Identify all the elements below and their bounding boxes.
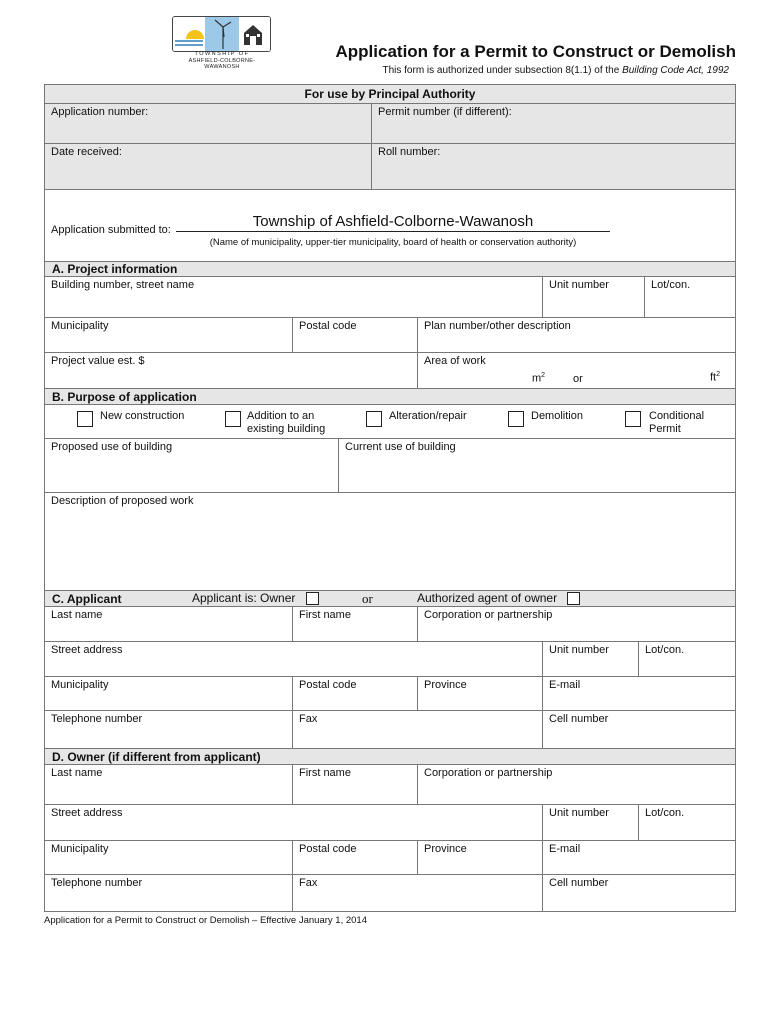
addition-checkbox[interactable] bbox=[225, 411, 241, 427]
roll-number-field[interactable]: Roll number: bbox=[371, 143, 736, 190]
applicant-last-name[interactable]: Last name bbox=[44, 606, 293, 642]
section-c-heading: C. Applicant bbox=[44, 590, 736, 607]
applicant-first-name[interactable]: First name bbox=[292, 606, 418, 642]
logo-caption: TOWNSHIP OF ASHFIELD-COLBORNE-WAWANOSH bbox=[188, 51, 256, 70]
applicant-postal-code[interactable]: Postal code bbox=[292, 676, 418, 711]
conditional-permit-checkbox[interactable] bbox=[625, 411, 641, 427]
alteration-checkbox[interactable] bbox=[366, 411, 382, 427]
applicant-lot-con[interactable]: Lot/con. bbox=[638, 641, 736, 677]
applicant-telephone[interactable]: Telephone number bbox=[44, 710, 293, 749]
section-b-heading: B. Purpose of application bbox=[44, 388, 736, 405]
description-field[interactable]: Description of proposed work bbox=[44, 492, 736, 591]
new-construction-label: New construction bbox=[100, 410, 185, 422]
date-received-field[interactable]: Date received: bbox=[44, 143, 372, 190]
owner-telephone[interactable]: Telephone number bbox=[44, 874, 293, 912]
conditional-permit-label: Conditional Permit bbox=[649, 410, 705, 435]
owner-last-name[interactable]: Last name bbox=[44, 764, 293, 805]
applicant-street-address[interactable]: Street address bbox=[44, 641, 543, 677]
township-logo bbox=[172, 16, 271, 52]
unit-number-field[interactable]: Unit number bbox=[542, 276, 645, 318]
permit-number-field[interactable]: Permit number (if different): bbox=[371, 103, 736, 144]
form-title: Application for a Permit to Construct or Demolish bbox=[335, 42, 736, 61]
demolition-checkbox[interactable] bbox=[508, 411, 524, 427]
owner-email[interactable]: E-mail bbox=[542, 840, 736, 875]
alteration-label: Alteration/repair bbox=[389, 410, 467, 422]
addition-label: Addition to an existing building bbox=[247, 410, 326, 435]
owner-province[interactable]: Province bbox=[417, 840, 543, 875]
owner-postal-code[interactable]: Postal code bbox=[292, 840, 418, 875]
proposed-use-field[interactable]: Proposed use of building bbox=[44, 438, 339, 493]
demolition-label: Demolition bbox=[531, 410, 583, 422]
postal-code-field[interactable]: Postal code bbox=[292, 317, 418, 353]
owner-unit-number[interactable]: Unit number bbox=[542, 804, 639, 841]
submitted-to-hint: (Name of municipality, upper-tier municipality, board of health or conservation authority) bbox=[209, 237, 577, 248]
form-footer: Application for a Permit to Construct or Demolish – Effective January 1, 2014 bbox=[44, 915, 367, 926]
submitted-to-label: Application submitted to: bbox=[51, 224, 171, 236]
owner-street-address[interactable]: Street address bbox=[44, 804, 543, 841]
lot-con-field[interactable]: Lot/con. bbox=[644, 276, 736, 318]
applicant-is-label: Applicant is: Owner bbox=[192, 591, 296, 605]
municipality-field[interactable]: Municipality bbox=[44, 317, 293, 353]
applicant-cell[interactable]: Cell number bbox=[542, 710, 736, 749]
owner-checkbox[interactable] bbox=[306, 592, 319, 605]
project-value-field[interactable]: Project value est. $ bbox=[44, 352, 418, 389]
form-subtitle: This form is authorized under subsection 8(1.1) of the Building Code Act, 1992 bbox=[382, 65, 729, 76]
owner-fax[interactable]: Fax bbox=[292, 874, 543, 912]
new-construction-checkbox[interactable] bbox=[77, 411, 93, 427]
current-use-field[interactable]: Current use of building bbox=[338, 438, 736, 493]
owner-corporation[interactable]: Corporation or partnership bbox=[417, 764, 736, 805]
unit-ft2: $ft^2$ bbox=[710, 371, 721, 384]
applicant-municipality[interactable]: Municipality bbox=[44, 676, 293, 711]
owner-municipality[interactable]: Municipality bbox=[44, 840, 293, 875]
unit-or: or bbox=[573, 373, 583, 385]
building-number-field[interactable]: Building number, street name bbox=[44, 276, 543, 318]
owner-lot-con[interactable]: Lot/con. bbox=[638, 804, 736, 841]
area-of-work-field[interactable]: Area of work bbox=[417, 352, 736, 389]
applicant-corporation[interactable]: Corporation or partnership bbox=[417, 606, 736, 642]
applicant-fax[interactable]: Fax bbox=[292, 710, 543, 749]
agent-checkbox[interactable] bbox=[567, 592, 580, 605]
applicant-unit-number[interactable]: Unit number bbox=[542, 641, 639, 677]
unit-m2: $m^2$ bbox=[532, 372, 546, 385]
owner-first-name[interactable]: First name bbox=[292, 764, 418, 805]
owner-cell[interactable]: Cell number bbox=[542, 874, 736, 912]
agent-label: Authorized agent of owner bbox=[417, 591, 558, 605]
submitted-to-value[interactable]: Township of Ashfield-Colborne-Wawanosh bbox=[176, 213, 610, 232]
applicant-or: or bbox=[362, 591, 373, 606]
authority-heading: For use by Principal Authority bbox=[44, 84, 736, 104]
plan-number-field[interactable]: Plan number/other description bbox=[417, 317, 736, 353]
applicant-email[interactable]: E-mail bbox=[542, 676, 736, 711]
section-a-heading: A. Project information bbox=[44, 261, 736, 277]
section-d-heading: D. Owner (if different from applicant) bbox=[44, 748, 736, 765]
applicant-province[interactable]: Province bbox=[417, 676, 543, 711]
application-number-field[interactable]: Application number: bbox=[44, 103, 372, 144]
